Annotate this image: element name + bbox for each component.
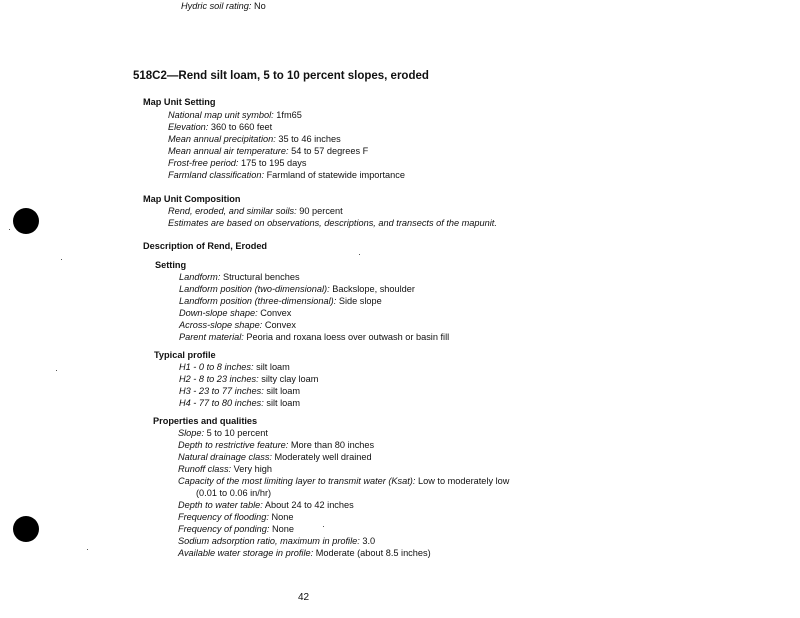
field-value: 1fm65 [276, 110, 302, 120]
field-label: Frequency of flooding: [178, 512, 269, 522]
field-value: More than 80 inches [290, 440, 375, 450]
field-value: 90 percent [299, 206, 343, 216]
field-label: H1 - 0 to 8 inches: [179, 362, 254, 372]
description-setting-line [179, 308, 291, 318]
field-label: Runoff class: [178, 464, 232, 474]
composition-line [168, 206, 343, 216]
map-unit-composition-heading: Map Unit Composition [143, 194, 241, 204]
field-value: silt loam [256, 362, 290, 372]
profile-line [179, 362, 290, 372]
field-value: 35 to 46 inches [278, 134, 341, 144]
field-label: Available water storage in profile: [178, 548, 314, 558]
scan-speck [9, 229, 10, 230]
field-label: Sodium adsorption ratio, maximum in profile: [178, 536, 360, 546]
description-setting-line [179, 332, 449, 342]
field-value: Moderately well drained [274, 452, 372, 462]
field-value: silt loam [266, 386, 301, 396]
description-setting-line [179, 320, 296, 330]
field-label: Frost-free period: [168, 158, 239, 168]
field-label: National map unit symbol: [168, 110, 274, 120]
field-value: (0.01 to 0.06 in/hr) [196, 488, 272, 498]
field-label: H3 - 23 to 77 inches: [179, 386, 264, 396]
profile-line [179, 398, 300, 408]
property-line [178, 452, 372, 462]
scan-speck [56, 370, 57, 371]
field-label: Rend, eroded, and similar soils: [168, 206, 297, 216]
setting-line [168, 170, 405, 180]
setting-line [168, 122, 272, 132]
field-label: Depth to restrictive feature: [178, 440, 289, 450]
field-value: Backslope, shoulder [332, 284, 415, 294]
property-line [178, 500, 354, 510]
field-value: 3.0 [362, 536, 376, 546]
scan-speck [323, 526, 324, 527]
description-setting-line [179, 272, 300, 282]
property-line [178, 548, 431, 558]
setting-line [168, 146, 368, 156]
field-value: 54 to 57 degrees F [291, 146, 369, 156]
field-label: Mean annual precipitation: [168, 134, 276, 144]
field-label: H4 - 77 to 80 inches: [179, 398, 264, 408]
field-value: None [271, 512, 294, 522]
field-label: Landform position (three-dimensional): [179, 296, 337, 306]
field-value: Convex [264, 320, 296, 330]
property-line [178, 428, 268, 438]
property-line [178, 476, 509, 486]
description-heading: Description of Rend, Eroded [143, 241, 268, 251]
field-label: Across-slope shape: [179, 320, 263, 330]
field-label: Natural drainage class: [178, 452, 272, 462]
field-value: Moderate (about 8.5 inches) [315, 548, 431, 558]
setting-line [168, 134, 341, 144]
setting-line [168, 110, 302, 120]
hydric-soil-line [181, 1, 266, 11]
property-line [178, 512, 293, 522]
field-value: Side slope [338, 296, 382, 306]
field-label: Frequency of ponding: [178, 524, 270, 534]
punch-hole-lower [13, 516, 39, 542]
field-label: Slope: [178, 428, 205, 438]
scan-speck [359, 254, 360, 255]
composition-line [168, 218, 497, 228]
field-value: None [272, 524, 294, 534]
field-value: Low to moderately low [417, 476, 510, 486]
page-number: 42 [298, 592, 310, 603]
field-label: Landform: [179, 272, 221, 282]
typical-profile-subheading: Typical profile [154, 350, 216, 360]
field-value: Convex [260, 308, 292, 318]
setting-line [168, 158, 306, 168]
field-label: Down-slope shape: [179, 308, 258, 318]
map-unit-title: 518C2—Rend silt loam, 5 to 10 percent slopes, eroded [133, 70, 429, 82]
field-value: Farmland of statewide importance [266, 170, 405, 180]
field-value: 360 to 660 feet [210, 122, 273, 132]
field-value: 5 to 10 percent [206, 428, 268, 438]
field-label: Hydric soil rating: [181, 1, 252, 11]
scan-speck [61, 259, 62, 260]
field-label: Estimates are based on observations, descriptions, and transects of the mapunit. [168, 218, 497, 228]
field-label: Landform position (two-dimensional): [179, 284, 330, 294]
properties-subheading: Properties and qualities [153, 416, 258, 426]
field-label: Parent material: [179, 332, 244, 342]
field-value: silty clay loam [261, 374, 319, 384]
field-value: No [254, 1, 266, 11]
map-unit-setting-heading: Map Unit Setting [143, 97, 216, 107]
field-label: Farmland classification: [168, 170, 264, 180]
setting-subheading: Setting [155, 260, 187, 270]
field-label: Mean annual air temperature: [168, 146, 289, 156]
profile-line [179, 374, 318, 384]
property-line [178, 440, 374, 450]
property-line [178, 524, 294, 534]
description-setting-line [179, 284, 415, 294]
description-setting-line [179, 296, 382, 306]
profile-line [179, 386, 300, 396]
property-line [178, 464, 272, 474]
field-label: Elevation: [168, 122, 209, 132]
field-label: H2 - 8 to 23 inches: [179, 374, 259, 384]
field-value: Peoria and roxana loess over outwash or basin fill [246, 332, 450, 342]
property-line [178, 536, 375, 546]
field-value: Very high [233, 464, 272, 474]
punch-hole-upper [13, 208, 39, 234]
field-value: silt loam [266, 398, 301, 408]
scan-speck [87, 549, 88, 550]
field-label: Capacity of the most limiting layer to transmit water (Ksat): [178, 476, 416, 486]
field-value: 175 to 195 days [241, 158, 307, 168]
field-value: About 24 to 42 inches [264, 500, 354, 510]
field-label: Depth to water table: [178, 500, 263, 510]
property-line-continued [196, 488, 271, 498]
field-value: Structural benches [222, 272, 300, 282]
